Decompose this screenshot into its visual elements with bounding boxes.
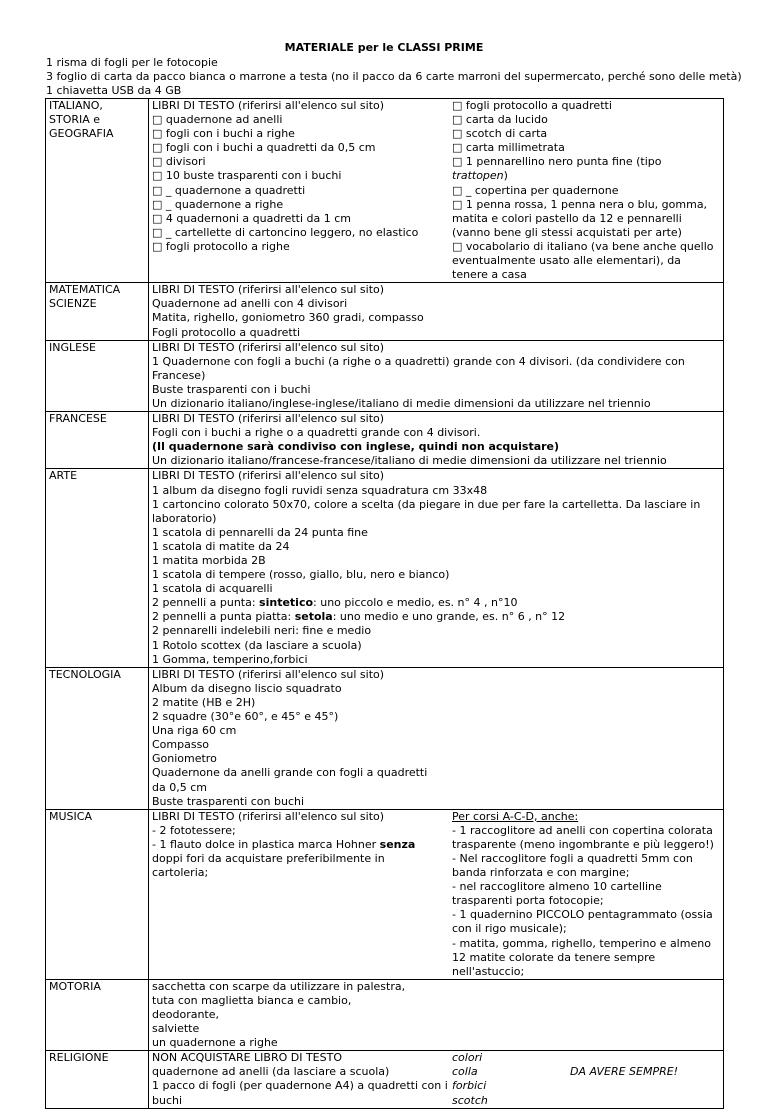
list-item (152, 610, 720, 624)
table-row (46, 979, 724, 1050)
list-item: Quadernone da anelli grande con fogli a quadretti da 0,5 cm (152, 766, 428, 794)
list-item: LIBRI DI TESTO (riferirsi all'elenco sul sito) (152, 667, 385, 681)
list-item (152, 596, 720, 610)
intro-line: 1 chiavetta USB da 4 GB (46, 84, 182, 97)
items-cell (149, 667, 724, 809)
table-row (46, 99, 724, 283)
list-item: Matita, righello, goniometro 360 gradi, compasso (152, 311, 424, 325)
list-item: 1 scatola di pennarelli da 24 punta fine (152, 525, 368, 539)
list-item (152, 838, 440, 880)
subject-cell: MOTORIA (46, 979, 149, 1050)
table-row (46, 667, 724, 809)
subject-cell (46, 99, 149, 283)
list-item: □ _ cartellette di cartoncino leggero, no elastico (152, 225, 419, 239)
list-item: 1 Rotolo scottex (da lasciare a scuola) (152, 638, 362, 652)
list-item: □ fogli protocollo a quadretti (452, 99, 612, 112)
items-cell (149, 99, 724, 283)
list-item-text: : uno piccolo e medio, es. n° 4 , n°10 (313, 596, 518, 610)
list-item: Compasso (152, 738, 210, 752)
list-item: - 1 quadernino PICCOLO pentagrammato (ossia con il rigo musicale); (452, 908, 713, 936)
subject-label: GEOGRAFIA (49, 127, 114, 141)
list-item: 2 pennarelli indelebili neri: fine e medio (152, 624, 372, 638)
subject-cell: TECNOLOGIA (46, 667, 149, 809)
items-left-column (152, 1051, 452, 1107)
list-item: □ divisori (152, 155, 206, 169)
items-cell (149, 469, 724, 667)
subject-label: SCIENZE (49, 297, 97, 311)
list-item: - 1 raccoglitore ad anelli con copertina colorata trasparente (meno ingombrante e più leggero!) (452, 823, 714, 851)
list-item: 2 matite (HB e 2H) (152, 695, 256, 709)
list-item: Fogli protocollo a quadretti (152, 325, 301, 339)
list-item: 1 scatola di acquarelli (152, 582, 273, 596)
table-row (46, 340, 724, 411)
list-item: 1 album da disegno fogli ruvidi senza squadratura cm 33x48 (152, 483, 488, 497)
list-item: □ carta da lucido (452, 113, 548, 127)
list-item: colla (452, 1065, 478, 1079)
list-item: Buste trasparenti con i buchi (152, 382, 311, 396)
list-item-text: : uno medio e uno grande, es. n° 6 , n° 12 (332, 610, 566, 624)
list-item: colori (452, 1051, 483, 1065)
list-item: tuta con maglietta bianca e cambio, (152, 993, 352, 1007)
list-item-text: 2 pennelli a punta piatta: (152, 610, 295, 624)
table-row (46, 809, 724, 979)
items-right-column (452, 99, 720, 282)
list-item: quadernone ad anelli (da lasciare a scuola) (152, 1065, 390, 1079)
subject-cell (46, 283, 149, 340)
list-item-text: □ 1 pennarellino nero punta fine (tipo (452, 155, 662, 169)
list-item: □ 1 penna rossa, 1 penna nera o blu, gomma, matita e colori pastello da 12 e pennarelli (vanno bene gli stessi acquistati per arte) (452, 197, 708, 239)
list-item: Fogli con i buchi a righe o a quadretti grande con 4 divisori. (152, 426, 481, 440)
list-item: salviette (152, 1022, 200, 1036)
list-item: 1 scatola di matite da 24 (152, 539, 290, 553)
list-item: - matita, gomma, righello, temperino e almeno 12 matite colorate da tenere sempre nell'astuccio; (452, 936, 711, 978)
subject-cell: ARTE (46, 469, 149, 667)
list-item: LIBRI DI TESTO (riferirsi all'elenco sul sito) (152, 412, 385, 426)
items-right-column (440, 810, 720, 979)
list-item: □ 10 buste trasparenti con i buchi (152, 169, 342, 183)
materials-table (45, 98, 724, 1109)
table-row (46, 412, 724, 469)
section-heading: Per corsi A-C-D, anche: (452, 809, 579, 823)
list-item: Un dizionario italiano/inglese-inglese/italiano di medie dimensioni da utilizzare nel triennio (152, 396, 651, 410)
list-item: □ fogli con i buchi a righe (152, 127, 295, 141)
emphasis-text: sintetico (259, 596, 314, 610)
subject-cell: MUSICA (46, 809, 149, 979)
list-item: LIBRI DI TESTO (riferirsi all'elenco sul sito) (152, 469, 385, 483)
subject-label: MATEMATICA (49, 283, 121, 297)
list-item: 1 pacco di fogli (per quadernone A4) a quadretti con i buchi (152, 1079, 448, 1107)
items-cell (149, 979, 724, 1050)
list-item: □ fogli con i buchi a quadretti da 0,5 cm (152, 141, 376, 155)
list-item: (Il quadernone sarà condiviso con inglese, quindi non acquistare) (152, 440, 560, 454)
table-row (46, 1051, 724, 1108)
list-item: Quadernone ad anelli con 4 divisori (152, 297, 348, 311)
list-item: forbici (452, 1079, 487, 1093)
list-item: Buste trasparenti con buchi (152, 794, 305, 808)
subject-label: ITALIANO, (49, 99, 103, 112)
items-left-column (152, 99, 452, 282)
table-row (46, 283, 724, 340)
page-title: MATERIALE per le CLASSI PRIME (284, 41, 484, 54)
list-item: 2 squadre (30°e 60°, e 45° e 45°) (152, 710, 339, 724)
list-item: NON ACQUISTARE LIBRO DI TESTO (152, 1051, 342, 1065)
list-item: Goniometro (152, 752, 217, 766)
items-cell (149, 1051, 724, 1108)
items-cell (149, 809, 724, 979)
list-item: □ _ quadernone a quadretti (152, 183, 306, 197)
items-right-column (452, 1051, 720, 1107)
list-item: □ _ copertina per quadernone (452, 183, 619, 197)
list-item: □ quadernone ad anelli (152, 113, 283, 127)
emphasis-text: senza (379, 837, 416, 851)
list-item: □ scotch di carta (452, 127, 548, 141)
list-item (452, 155, 720, 183)
list-item: 1 matita morbida 2B (152, 554, 266, 567)
list-item-text: - 1 flauto dolce in plastica marca Hohner (152, 837, 380, 851)
always-items (452, 1051, 570, 1107)
list-item: - nel raccoglitore almeno 10 cartelline trasparenti porta fotocopie; (452, 880, 662, 908)
items-left-column (152, 810, 440, 979)
items-cell (149, 412, 724, 469)
list-item: 1 Gomma, temperino,forbici (152, 652, 308, 666)
list-item: □ vocabolario di italiano (va bene anche quello eventualmente usato alle elementari), da tenere a casa (452, 239, 714, 282)
list-item: scotch (452, 1093, 488, 1107)
subject-cell: RELIGIONE (46, 1051, 149, 1108)
items-cell (149, 283, 724, 340)
always-note: DA AVERE SEMPRE! (570, 1065, 679, 1079)
subject-cell: INGLESE (46, 340, 149, 411)
subject-cell: FRANCESE (46, 412, 149, 469)
table-row (46, 469, 724, 667)
subject-label: STORIA e (49, 113, 101, 127)
intro-line: 1 risma di fogli per le fotocopie (46, 56, 218, 69)
intro-line: 3 foglio di carta da pacco bianca o marrone a testa (no il pacco da 6 carte marroni del supermercato, perché sono delle metà) (46, 70, 742, 83)
list-item: Una riga 60 cm (152, 724, 237, 738)
list-item: - Nel raccoglitore fogli a quadretti 5mm con banda rinforzata e con margine; (452, 851, 693, 880)
list-item: LIBRI DI TESTO (riferirsi all'elenco sul sito) (152, 99, 385, 112)
list-item-text: doppi fori da acquistare preferibilmente in cartoleria; (152, 851, 385, 880)
list-item: LIBRI DI TESTO (riferirsi all'elenco sul sito) (152, 809, 385, 823)
list-item: □ _ quadernone a righe (152, 197, 284, 211)
items-left-column (152, 668, 437, 809)
items-cell (149, 340, 724, 411)
list-item-text: ) (503, 169, 508, 183)
intro-list (46, 56, 768, 98)
list-item: LIBRI DI TESTO (riferirsi all'elenco sul sito) (152, 340, 385, 354)
list-item-text: 2 pennelli a punta: (152, 596, 260, 610)
list-item: Un dizionario italiano/francese-francese/italiano di medie dimensioni da utilizzare nel triennio (152, 454, 667, 468)
emphasis-text: setola (294, 610, 333, 624)
brand-name: trattopen (452, 169, 504, 183)
list-item: LIBRI DI TESTO (riferirsi all'elenco sul sito) (152, 283, 385, 297)
list-item: □ 4 quadernoni a quadretti da 1 cm (152, 211, 352, 225)
list-item: Album da disegno liscio squadrato (152, 681, 342, 695)
list-item: sacchetta con scarpe da utilizzare in palestra, (152, 979, 406, 993)
list-item: deodorante, (152, 1008, 220, 1021)
list-item: □ carta millimetrata (452, 141, 565, 155)
list-item: 1 scatola di tempere (rosso, giallo, blu, nero e bianco) (152, 568, 450, 582)
list-item: un quadernone a righe (152, 1036, 278, 1050)
list-item: 1 Quadernone con fogli a buchi (a righe o a quadretti) grande con 4 divisori. (da condividere con Francese) (152, 354, 685, 382)
list-item: 1 cartoncino colorato 50x70, colore a scelta (da piegare in due per fare la cartelletta. Da lasciare in laboratorio) (152, 497, 701, 525)
list-item: □ fogli protocollo a righe (152, 239, 290, 253)
list-item: - 2 fototessere; (152, 823, 236, 837)
